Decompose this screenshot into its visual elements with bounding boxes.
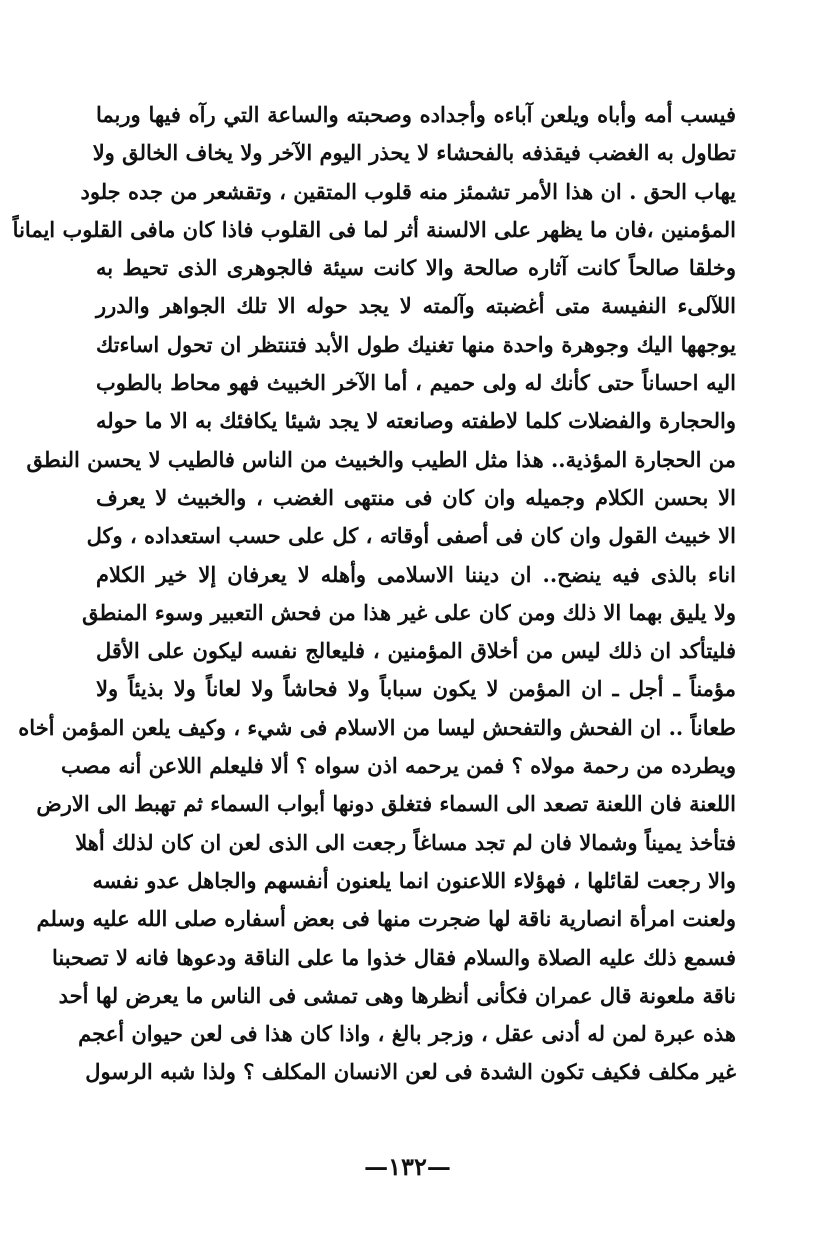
text-line: طعاناً .. ان الفحش والتفحش ليسا من الاسلام فى شيء ، وكيف يلعن المؤمن أخاه — [18, 714, 736, 740]
text-line: فسمع ذلك عليه الصلاة والسلام فقال خذوا ما على الناقة ودعوها فانه لا تصحبنا — [51, 944, 736, 970]
text-line: ويطرده من رحمة مولاه ؟ فمن يرحمه اذن سواه ؟ ألا فليعلم اللاعن أنه مصب — [61, 753, 736, 779]
text-line: فيسب أمه وأباه ويلعن آباءه وأجداده وصحبته والساعة التي رآه فيها وربما — [96, 102, 736, 127]
text-line: من الحجارة المؤذية.. هذا مثل الطيب والخبيث من الناس فالطيب لا يحسن النطق — [26, 446, 736, 472]
text-line: مؤمناً ـ أجل ـ ان المؤمن لا يكون سباباً ولا فحاشاً ولا لعاناً ولا بذيئاً ولا — [96, 676, 736, 702]
text-line: يوجهها اليك وجوهرة واحدة منها تغنيك طول الأبد فتنتظر ان تحول اساءتك — [96, 331, 736, 357]
text-line: اليه احساناً حتى كأنك له ولى حميم ، أما الآخر الخبيث فهو محاط بالطوب — [96, 370, 736, 396]
text-line: اللعنة فان اللعنة تصعد الى السماء فتغلق دونها أبواب السماء ثم تهبط الى الارض — [36, 791, 736, 817]
text-line: والا رجعت لقائلها ، فهؤلاء اللاعنون انما يلعنون أنفسهم والجاهل عدو نفسه — [92, 867, 736, 893]
text-line: ولعنت امرأة انصارية ناقة لها ضجرت منها فى بعض أسفاره صلى الله عليه وسلم — [36, 906, 736, 932]
text-line: المؤمنين ،فان ما يظهر على الالسنة أثر لما فى القلوب فاذا كان مافى القلوب ايماناً — [12, 216, 736, 242]
text-line: فليتأكد ان ذلك ليس من أخلاق المؤمنين ، فليعالج نفسه ليكون على الأقل — [96, 638, 736, 664]
text-line: والحجارة والفضلات كلما لاطفته وصانعته لا يجد شيئا يكافئك به الا ما حوله — [96, 408, 736, 434]
text-line: هذه عبرة لمن له أدنى عقل ، وزجر بالغ ، واذا كان هذا فى لعن حيوان أعجم — [78, 1021, 736, 1047]
text-line: ولا يليق بهما الا ذلك ومن كان على غير هذا من فحش التعبير وسوء المنطق — [82, 599, 736, 625]
text-line: الا خبيث القول وان كان فى أصفى أوقاته ، كل على حسب استعداده ، وكل — [86, 523, 736, 549]
text-line: فتأخذ يميناً وشمالا فان لم تجد مساغاً رجعت الى الذى لعن ان كان لذلك أهلا — [75, 829, 736, 855]
text-line: ناقة ملعونة قال عمران فكأنى أنظرها وهى تمشى فى الناس ما يعرض لها أحد — [58, 982, 736, 1008]
text-line: تطاول به الغضب فيقذفه بالفحشاء لا يحذر اليوم الآخر ولا يخاف الخالق ولا — [92, 140, 736, 166]
text-line: اناء بالذى فيه ينضح.. ان ديننا الاسلامى وأهله لا يعرفان إلا خير الكلام — [96, 561, 736, 587]
text-line: غير مكلف فكيف تكون الشدة فى لعن الانسان المكلف ؟ ولذا شبه الرسول — [85, 1059, 736, 1085]
text-line: وخلقا صالحاً كانت آثاره صالحة والا كانت سيئة فالجوهرى الذى تحيط به — [96, 255, 736, 281]
text-line: يهاب الحق . ان هذا الأمر تشمئز منه قلوب المتقين ، وتقشعر من جده جلود — [80, 178, 736, 204]
text-line: اللآلىء النفيسة متى أغضبته وآلمته لا يجد حوله الا تلك الجواهر والدرر — [96, 293, 736, 319]
page-number: —١٣٢— — [364, 1152, 451, 1181]
body-text — [12, 96, 736, 1092]
text-line: الا بحسن الكلام وجميله وان كان فى منتهى الغضب ، والخبيث لا يعرف — [96, 484, 736, 510]
